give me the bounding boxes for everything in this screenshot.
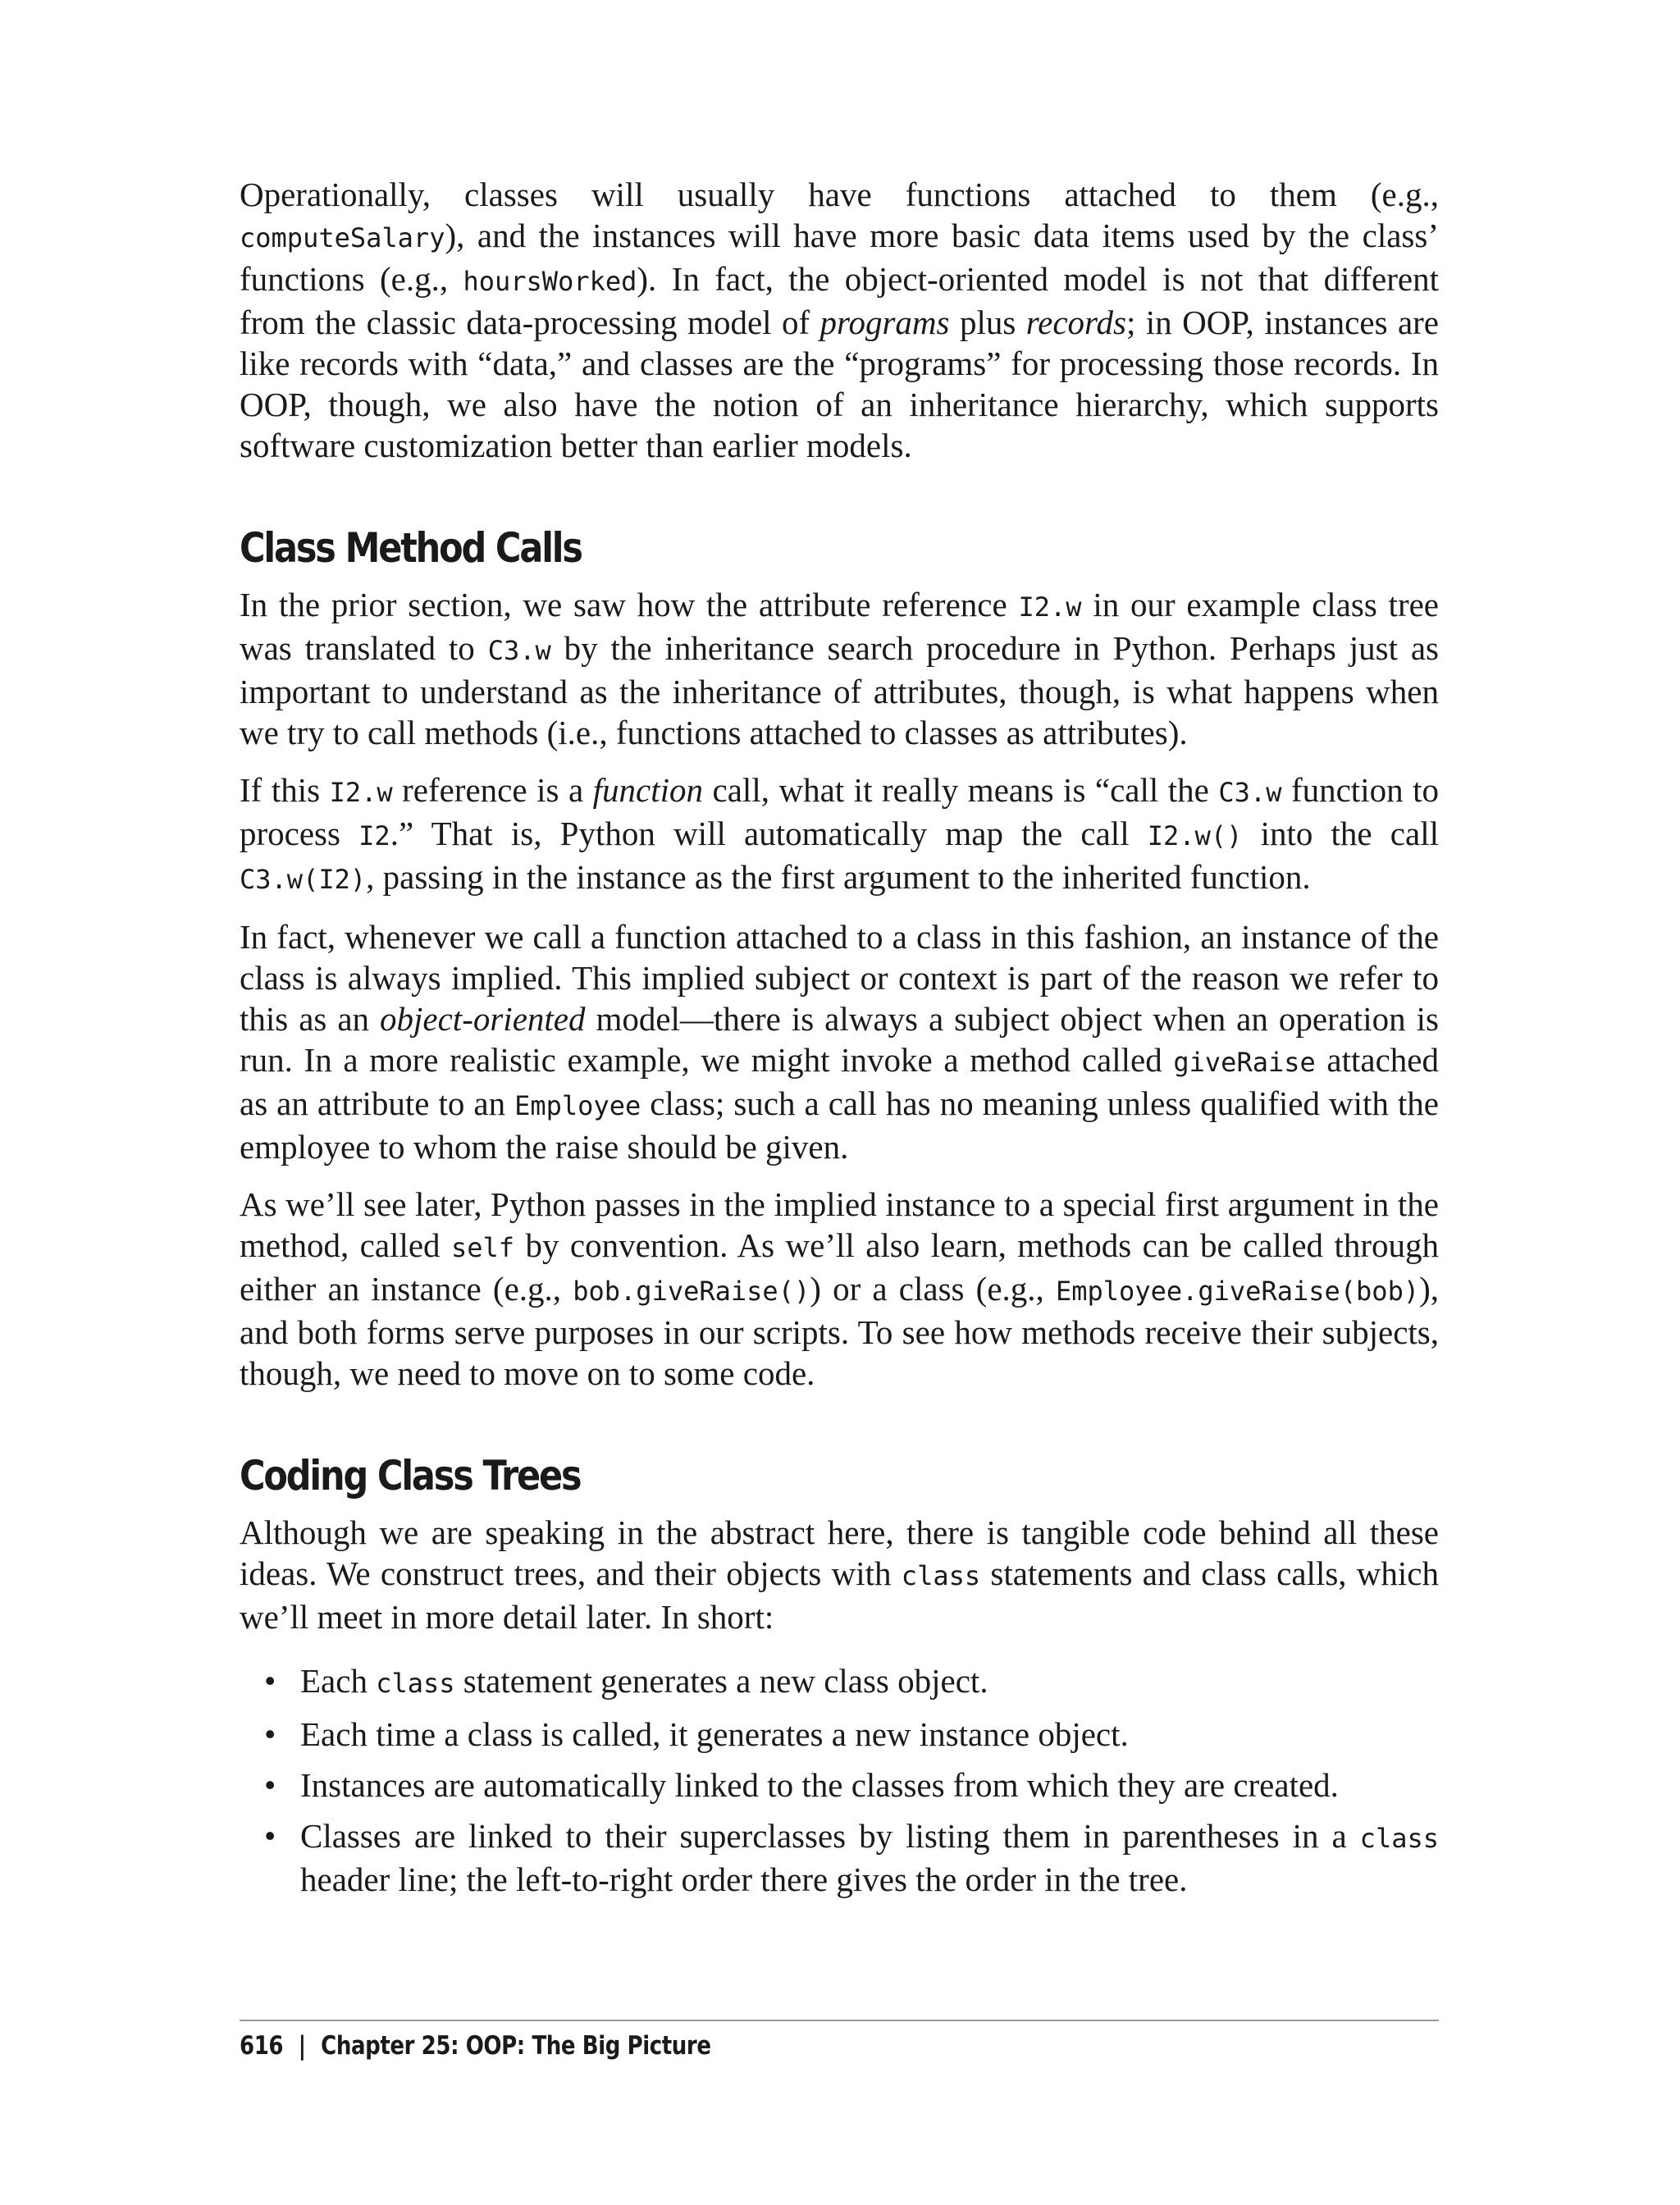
paragraph-operationally	[240, 174, 1439, 466]
page-content	[240, 174, 1439, 1910]
emphasis-programs: programs	[819, 304, 950, 341]
text: class; such a call has no meaning unless qualified with the employee to whom the raise should be given.	[240, 1084, 1439, 1166]
text: header line; the left-to-right order there gives the order in the tree.	[300, 1860, 1188, 1898]
code-c3-w-i2: C3.w(I2)	[240, 864, 367, 895]
list-item	[240, 1815, 1439, 1900]
text: into the call	[1242, 815, 1439, 852]
list-item	[240, 1660, 1439, 1704]
emphasis-function: function	[592, 771, 704, 809]
code-bob-give-raise: bob.giveRaise()	[573, 1276, 810, 1307]
text: Each	[300, 1662, 377, 1700]
text: Instances are automatically linked to the classes from which they are created.	[300, 1766, 1339, 1804]
text: Although we are speaking in the abstract here, there is tangible code behind all these ideas. We construct trees, and their objects with	[240, 1513, 1439, 1592]
paragraph-implied-instance	[240, 916, 1439, 1167]
list-item	[240, 1714, 1439, 1755]
text: model—there is always a subject object when an operation is run. In a more realistic example, we might invoke a method called	[240, 1000, 1440, 1079]
footer-separator: |	[298, 2031, 306, 2061]
code-employee-give-raise: Employee.giveRaise(bob)	[1055, 1276, 1420, 1307]
text: Each time a class is called, it generates a new instance object.	[300, 1715, 1129, 1753]
code-i2-w: I2.w	[1018, 591, 1082, 623]
heading-coding-class-trees: Coding Class Trees	[240, 1452, 581, 1500]
heading-class-method-calls: Class Method Calls	[240, 524, 582, 572]
text: In the prior section, we saw how the attribute reference	[240, 586, 1019, 623]
code-c3-w: C3.w	[487, 635, 551, 666]
text: Classes are linked to their superclasses by listing them in parentheses in a	[300, 1817, 1360, 1855]
code-employee: Employee	[514, 1090, 641, 1121]
paragraph-self-convention	[240, 1184, 1439, 1394]
text: In fact, whenever we call a function attached to a class in this fashion, an instance of the class is always implied. This implied subject or context is part of the reason we refer to this as an	[240, 918, 1439, 1038]
text: statements and class calls, which we’ll meet in more detail later. In short:	[240, 1554, 1440, 1636]
text: ), and both forms serve purposes in our scripts. To see how methods receive their subjects, though, we need to move on to some code.	[240, 1270, 1439, 1392]
bullet-list	[240, 1660, 1439, 1900]
chapter-title: Chapter 25: OOP: The Big Picture	[321, 2031, 711, 2061]
text: attached as an attribute to an	[240, 1041, 1439, 1122]
text: ). In fact, the object-oriented model is not that different from the classic data-processing model of	[240, 260, 1439, 341]
bullet-icon: •	[264, 1662, 276, 1700]
text: by convention. As we’ll also learn, methods can be called through either an instance (e.g.,	[240, 1226, 1440, 1308]
text: .” That is, Python will automatically map the call	[390, 815, 1148, 852]
text: call, what it really means is “call the	[703, 771, 1219, 809]
code-compute-salary: computeSalary	[240, 222, 445, 253]
text: If this	[240, 771, 330, 809]
code-self: self	[450, 1232, 515, 1263]
paragraph-function-call	[240, 769, 1439, 900]
emphasis-records: records	[1025, 304, 1126, 341]
text: ; in OOP, instances are like records with “data,” and classes are the “programs” for processing those records. In OOP, though, we also have the notion of an inheritance hierarchy, which supports software customization better than earlier models.	[240, 304, 1439, 464]
text: statement generates a new class object.	[454, 1662, 988, 1700]
page-number: 616	[240, 2031, 284, 2061]
code-c3-w: C3.w	[1218, 777, 1282, 808]
code-hours-worked: hoursWorked	[463, 266, 637, 297]
code-class: class	[1359, 1823, 1439, 1854]
text: Operationally, classes will usually have functions attached to them (e.g.,	[240, 176, 1439, 213]
footer-divider	[240, 2020, 1439, 2021]
page-footer	[240, 2031, 711, 2061]
emphasis-object-oriented: object-oriented	[380, 1000, 586, 1038]
text: ), and the instances will have more basic data items used by the class’ functions (e.g.,	[240, 217, 1439, 298]
text: ) or a class (e.g.,	[810, 1270, 1056, 1308]
code-i2-w: I2.w	[329, 777, 393, 808]
bullet-icon: •	[264, 1766, 276, 1804]
text: As we’ll see later, Python passes in the implied instance to a special first argument in the method, called	[240, 1185, 1439, 1264]
code-i2: I2	[358, 820, 390, 851]
list-item	[240, 1764, 1439, 1806]
code-i2-w-call: I2.w()	[1147, 820, 1243, 851]
text: by the inheritance search procedure in Python. Perhaps just as important to understand as the inheritance of attributes, though, is what happens when we try to call methods (i.e., functions attached to classes as attributes).	[240, 629, 1440, 751]
text: function to process	[240, 771, 1439, 852]
text: , passing in the instance as the first argument to the inherited function.	[366, 858, 1311, 896]
code-class: class	[901, 1560, 981, 1591]
bullet-icon: •	[264, 1715, 276, 1753]
text: plus	[949, 304, 1026, 341]
text: reference is a	[392, 771, 593, 809]
code-class: class	[376, 1668, 455, 1699]
paragraph-abstract	[240, 1512, 1439, 1637]
bullet-icon: •	[264, 1817, 276, 1855]
text: in our example class tree was translated to	[240, 586, 1439, 667]
paragraph-prior-section	[240, 584, 1439, 753]
code-give-raise: giveRaise	[1173, 1047, 1316, 1078]
